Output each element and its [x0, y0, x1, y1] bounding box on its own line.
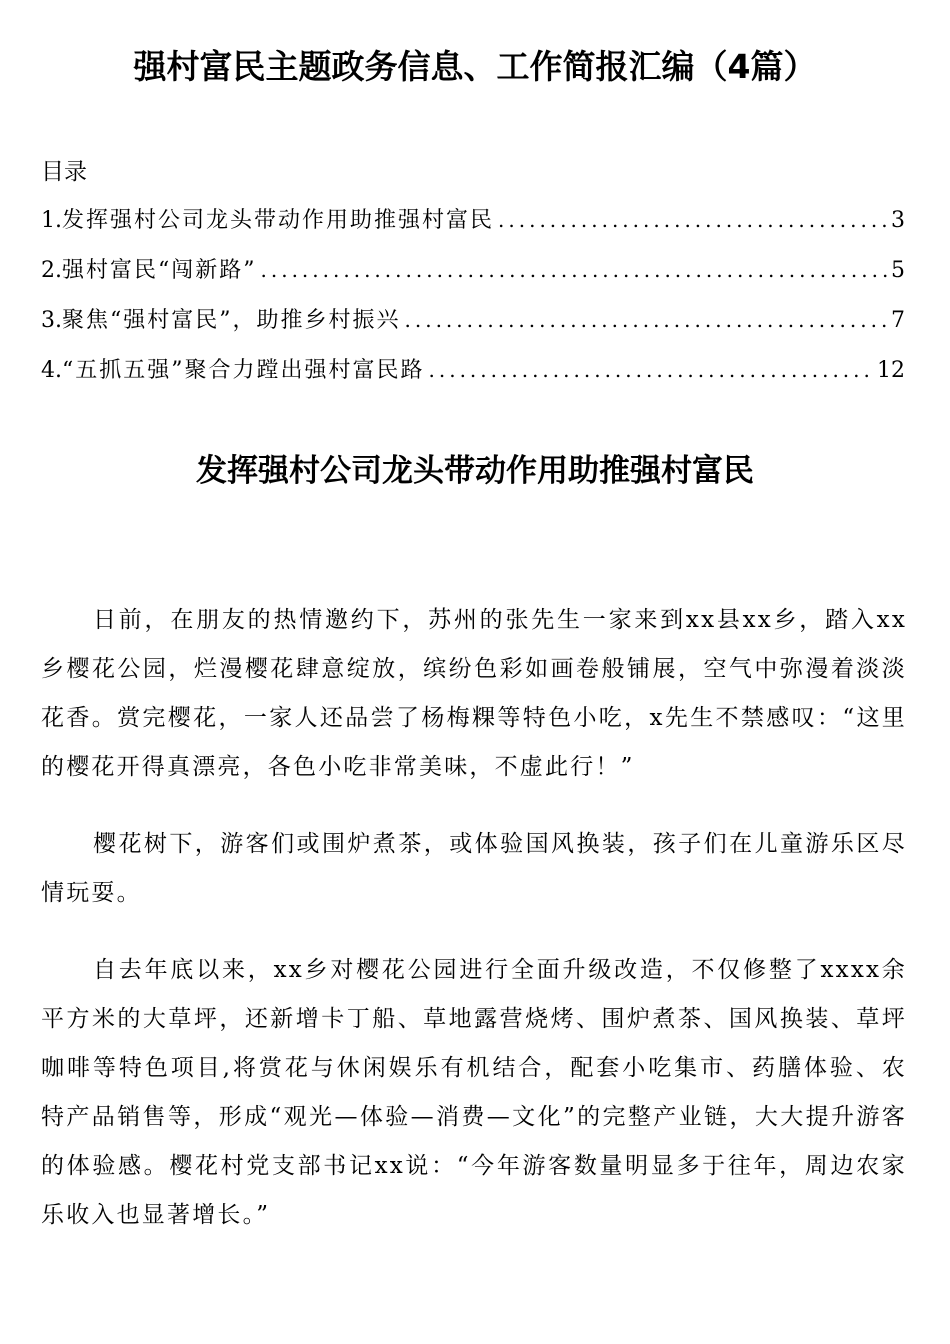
toc-entry-page: 7: [891, 308, 905, 333]
toc-entry-number: 2.: [41, 258, 62, 283]
toc-entry-text: “五抓五强”聚合力蹚出强村富民路: [62, 358, 425, 383]
toc-entry-page: 12: [877, 358, 905, 383]
table-of-contents: [41, 202, 905, 402]
toc-entry-text: 发挥强村公司龙头带动作用助推强村富民: [62, 208, 495, 233]
toc-entry-number: 3.: [41, 308, 62, 333]
toc-heading: 目录: [41, 159, 87, 185]
toc-entry-number: 4.: [41, 358, 62, 383]
toc-entry-1[interactable]: [41, 202, 905, 252]
toc-entry-number: 1.: [41, 208, 62, 233]
toc-entry-page: 3: [891, 208, 905, 233]
body-paragraph: 日前，在朋友的热情邀约下，苏州的张先生一家来到xx县xx乡，踏入xx乡樱花公园，烂漫樱花肆意绽放，缤纷色彩如画卷般铺展，空气中弥漫着淡淡花香。赏完樱花，一家人还品尝了杨梅粿等特色小吃，x先生不禁感叹：“这里的樱花开得真漂亮，各色小吃非常美味，不虚此行！”: [41, 607, 907, 780]
toc-leader-dots: [261, 252, 888, 288]
toc-leader-dots: [498, 202, 887, 238]
section-title: 发挥强村公司龙头带动作用助推强村富民: [196, 453, 754, 489]
toc-entry-text: 聚焦“强村富民”，助推乡村振兴: [62, 308, 401, 333]
toc-entry-4[interactable]: [41, 352, 905, 402]
document-title: 强村富民主题政务信息、工作简报汇编（4篇）: [133, 47, 817, 86]
toc-entry-text: 强村富民“闯新路”: [62, 258, 257, 283]
body-paragraph: 樱花树下，游客们或围炉煮茶，或体验国风换装，孩子们在儿童游乐区尽情玩耍。: [41, 831, 907, 906]
toc-leader-dots: [429, 352, 874, 388]
toc-entry-2[interactable]: [41, 252, 905, 302]
toc-leader-dots: [405, 302, 888, 338]
toc-entry-3[interactable]: [41, 302, 905, 352]
body-paragraph: 自去年底以来，xx乡对樱花公园进行全面升级改造，不仅修整了xxxx余平方米的大草坪，还新增卡丁船、草地露营烧烤、围炉煮茶、国风换装、草坪咖啡等特色项目,将赏花与休闲娱乐有机结合，配套小吃集市、药膳体验、农特产品销售等，形成“观光—体验—消费—文化”的完整产业链，大大提升游客的体验感。樱花村党支部书记xx说：“今年游客数量明显多于往年，周边农家乐收入也显著增长。”: [41, 957, 907, 1228]
toc-entry-page: 5: [891, 258, 905, 283]
